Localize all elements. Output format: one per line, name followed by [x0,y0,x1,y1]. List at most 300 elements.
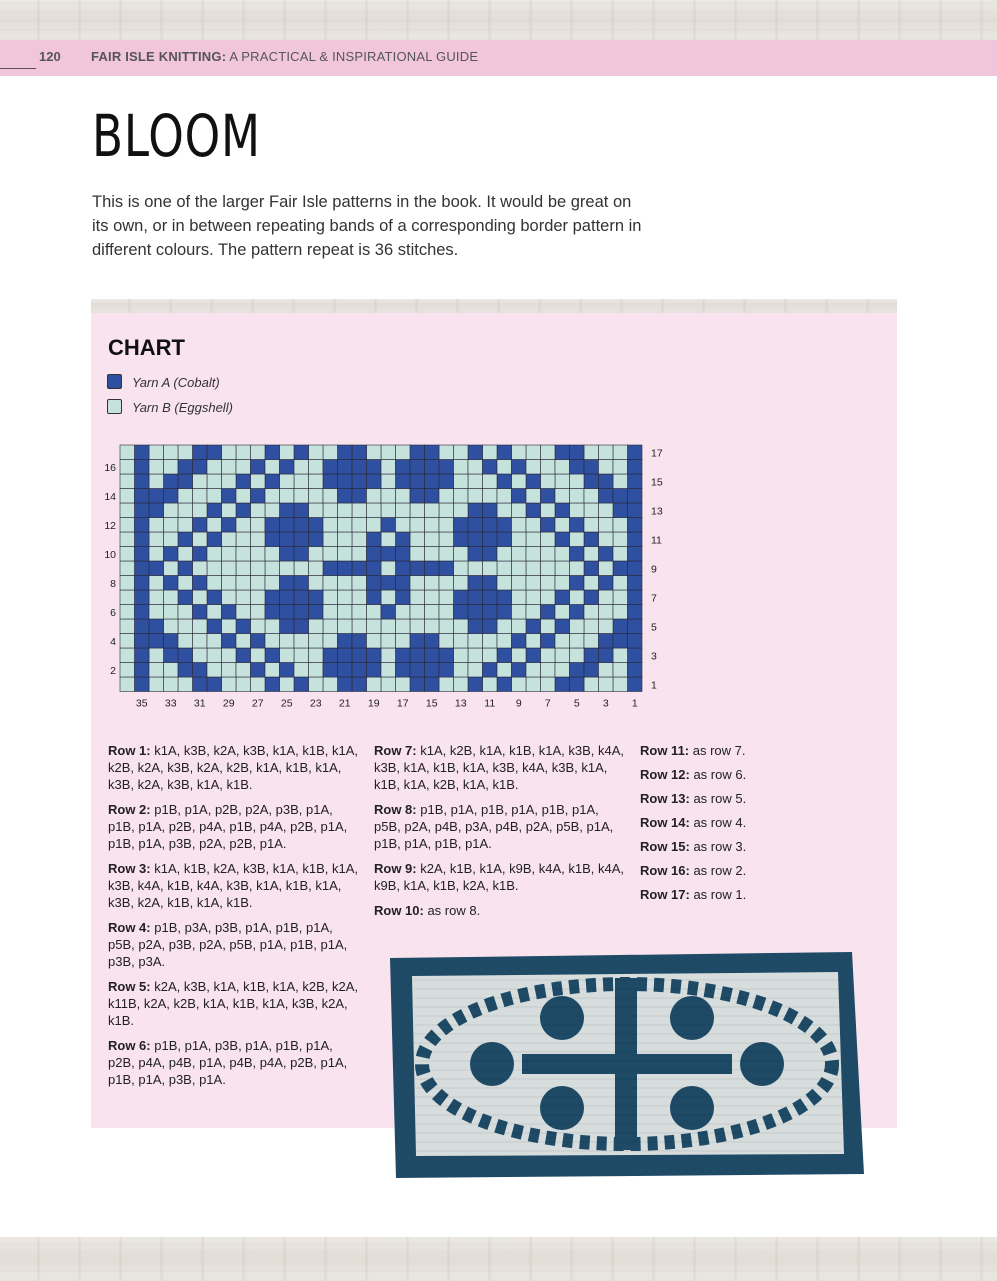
chart-stitch [135,561,150,576]
chart-stitch [280,619,295,634]
chart-stitch [512,590,527,605]
chart-stitch [193,561,208,576]
chart-stitch [468,576,483,591]
chart-column-labels [136,698,638,710]
chart-stitch [439,532,454,547]
chart-stitch [599,547,614,562]
chart-stitch [439,518,454,533]
chart-stitch [541,474,556,489]
chart-stitch [338,532,353,547]
chart-stitch [454,677,469,692]
chart-stitch [164,532,179,547]
chart-stitch [497,561,512,576]
chart-stitch [541,445,556,460]
chart-stitch [236,503,251,518]
chart-stitch [570,634,585,649]
chart-stitch [251,619,266,634]
chart-stitch [178,576,193,591]
chart-stitch [439,619,454,634]
chart-stitch [338,663,353,678]
chart-stitch [468,547,483,562]
chart-stitch [294,590,309,605]
chart-stitch [294,547,309,562]
chart-stitch [381,648,396,663]
chart-stitch [352,503,367,518]
chart-stitch [439,576,454,591]
chart-stitch [570,445,585,460]
chart-stitch [599,460,614,475]
row-instruction [108,801,360,852]
chart-stitch [323,605,338,620]
chart-stitch [483,532,498,547]
chart-stitch [207,561,222,576]
chart-stitch [309,460,324,475]
chart-stitch [265,576,280,591]
chart-stitch [613,518,628,533]
chart-stitch [251,532,266,547]
chart-stitch [222,532,237,547]
chart-stitch [309,489,324,504]
chart-stitch [497,445,512,460]
row-instruction [640,742,790,759]
chart-stitch [555,619,570,634]
chart-axis-label: 3 [602,697,609,710]
chart-stitch [338,677,353,692]
chart-stitch [164,561,179,576]
chart-stitch [338,605,353,620]
chart-stitch [410,648,425,663]
chart-stitch [497,532,512,547]
chart-stitch [584,489,599,504]
chart-stitch [599,648,614,663]
chart-stitch [541,605,556,620]
chart-stitch [381,605,396,620]
chart-stitch [526,518,541,533]
row-text: k2A, k3B, k1A, k1B, k1A, k2B, k2A, k11B, k2A, k2B, k1A, k1B, k1A, k3B, k2A, k1B. [108,979,358,1028]
chart-stitch [628,460,643,475]
chart-stitch [526,460,541,475]
chart-stitch [294,532,309,547]
chart-stitch [512,503,527,518]
chart-stitch [352,576,367,591]
chart-stitch [280,532,295,547]
chart-axis-label: 1 [631,697,638,710]
row-label: Row 4: [108,920,151,935]
chart-stitch [613,547,628,562]
chart-stitch [309,605,324,620]
chart-stitch [323,663,338,678]
chart-stitch [396,590,411,605]
chart-stitch [193,634,208,649]
chart-stitch [280,576,295,591]
chart-stitch [381,474,396,489]
chart-stitch [468,648,483,663]
chart-stitch [222,460,237,475]
chart-stitch [193,619,208,634]
chart-stitch [410,576,425,591]
chart-stitch [468,445,483,460]
chart-stitch [541,590,556,605]
chart-stitch [323,503,338,518]
chart-stitch [309,634,324,649]
chart-stitch [294,503,309,518]
chart-stitch [236,518,251,533]
chart-stitch [425,489,440,504]
chart-stitch [454,503,469,518]
chart-stitch [193,677,208,692]
chart-stitch [468,663,483,678]
chart-stitch [207,663,222,678]
chart-stitch [410,460,425,475]
chart-stitch [338,561,353,576]
knitted-swatch [390,952,864,1178]
chart-stitch [280,503,295,518]
row-text: k1A, k3B, k2A, k3B, k1A, k1B, k1A, k2B, k2A, k3B, k2A, k2B, k1A, k1B, k1A, k3B, k2A, k3B, k1A, k1B. [108,743,358,792]
chart-stitch [526,547,541,562]
chart-stitch [280,518,295,533]
chart-stitch [222,677,237,692]
chart-stitch [396,445,411,460]
chart-stitch [164,634,179,649]
chart-stitch [251,590,266,605]
chart-stitch [164,518,179,533]
chart-stitch [381,576,396,591]
chart-stitch [178,532,193,547]
chart-stitch [555,547,570,562]
chart-stitch [193,503,208,518]
chart-stitch [512,489,527,504]
chart-stitch [164,547,179,562]
chart-stitch [222,561,237,576]
chart-stitch [468,634,483,649]
chart-stitch [309,648,324,663]
intro-paragraph: This is one of the larger Fair Isle patterns in the book. It would be great on its own, or in between repeating bands of a corresponding border pattern in different colours. The pattern repeat is 36 stitches. [92,193,642,259]
chart-stitch [120,489,135,504]
chart-stitch [613,677,628,692]
chart-stitch [149,576,164,591]
chart-stitch [120,460,135,475]
chart-axis-label: 16 [104,461,116,474]
chart-stitch [526,648,541,663]
chart-stitch [483,518,498,533]
chart-stitch [570,460,585,475]
chart-stitch [164,590,179,605]
chart-stitch [280,561,295,576]
chart-stitch [222,547,237,562]
chart-stitch [367,445,382,460]
chart-stitch [584,561,599,576]
chart-stitch [352,619,367,634]
chart-stitch [599,619,614,634]
chart-stitch [555,445,570,460]
chart-stitch [454,518,469,533]
chart-stitch [309,663,324,678]
chart-stitch [468,518,483,533]
chart-stitch [178,663,193,678]
chart-stitch [338,460,353,475]
chart-stitch [178,619,193,634]
chart-stitch [149,460,164,475]
chart-stitch [193,474,208,489]
chart-stitch [439,590,454,605]
chart-stitch [352,648,367,663]
chart-stitch [120,663,135,678]
chart-axis-label: 3 [651,650,657,663]
chart-stitch [541,619,556,634]
chart-stitch [149,445,164,460]
chart-stitch [454,648,469,663]
header-rule [0,68,36,69]
chart-stitch [483,648,498,663]
chart-stitch [555,460,570,475]
chart-axis-label: 29 [222,697,235,710]
chart-stitch [323,677,338,692]
chart-stitch [454,532,469,547]
chart-stitch [570,590,585,605]
chart-stitch [410,590,425,605]
chart-stitch [454,576,469,591]
chart-stitch [120,547,135,562]
chart-stitch [323,445,338,460]
chart-stitch [149,503,164,518]
chart-stitch [251,634,266,649]
row-instruction [640,838,790,855]
chart-stitch [541,503,556,518]
chart-stitch [628,634,643,649]
chart-stitch [425,474,440,489]
chart-axis-label: 8 [110,577,116,590]
chart-stitch [149,605,164,620]
chart-stitch [526,590,541,605]
chart-stitch [323,460,338,475]
chart-stitch [454,489,469,504]
chart-stitch [396,605,411,620]
chart-stitch [251,474,266,489]
chart-stitch [483,634,498,649]
chart-stitch [497,576,512,591]
chart-stitch [164,503,179,518]
row-label: Row 7: [374,743,417,758]
chart-stitch [555,605,570,620]
chart-stitch [439,503,454,518]
chart-stitch [512,460,527,475]
instructions-column-3 [640,742,790,910]
row-text: k1A, k2B, k1A, k1B, k1A, k3B, k4A, k3B, k1A, k1B, k1A, k3B, k4A, k3B, k1A, k1B, k1A, k2B, k1A, k1B. [374,743,624,792]
row-label: Row 13: [640,791,690,806]
chart-stitch [381,503,396,518]
chart-stitch [149,547,164,562]
chart-axis-label: 23 [309,697,322,710]
chart-stitch [164,576,179,591]
chart-stitch [483,547,498,562]
chart-stitch [338,648,353,663]
chart-stitch [367,663,382,678]
chart-stitch [425,605,440,620]
chart-stitch [367,547,382,562]
chart-stitch [410,489,425,504]
row-label: Row 11: [640,743,690,758]
row-label: Row 15: [640,839,690,854]
chart-stitch [323,634,338,649]
chart-stitch [120,474,135,489]
chart-stitch [512,648,527,663]
chart-stitch [468,561,483,576]
chart-stitch [497,634,512,649]
chart-stitch [164,474,179,489]
chart-stitch [628,576,643,591]
chart-stitch [120,590,135,605]
chart-stitch [483,590,498,605]
chart-stitch [483,445,498,460]
chart-stitch [541,663,556,678]
chart-stitch [338,474,353,489]
chart-stitch [599,561,614,576]
chart-stitch [323,518,338,533]
chart-stitch [120,634,135,649]
chart-stitch [468,474,483,489]
chart-stitch [338,590,353,605]
chart-stitch [512,576,527,591]
chart-stitch [338,634,353,649]
chart-stitch [454,605,469,620]
chart-stitch [512,619,527,634]
chart-stitch [613,460,628,475]
row-text: p1B, p3A, p3B, p1A, p1B, p1A, p5B, p2A, p3B, p2A, p5B, p1A, p1B, p1A, p3B, p3A. [108,920,348,969]
chart-stitch [613,605,628,620]
chart-stitch [265,619,280,634]
row-instruction [640,886,790,903]
chart-stitch [541,634,556,649]
chart-stitch [251,547,266,562]
chart-stitch [135,677,150,692]
chart-axis-label: 31 [193,697,206,710]
chart-stitch [570,503,585,518]
chart-heading: CHART [108,335,185,360]
row-text: k2A, k1B, k1A, k9B, k4A, k1B, k4A, k9B, k1A, k1B, k2A, k1B. [374,861,624,893]
chart-stitch [352,663,367,678]
chart-stitch [120,648,135,663]
chart-stitch [309,677,324,692]
chart-stitch [526,619,541,634]
chart-stitch [367,619,382,634]
chart-axis-label: 17 [651,447,663,460]
chart-stitch [396,648,411,663]
chart-stitch [483,503,498,518]
chart-stitch [352,445,367,460]
chart-stitch [410,677,425,692]
chart-stitch [541,677,556,692]
legend-yarn-b [107,399,233,415]
chart-stitch [207,445,222,460]
chart-stitch [265,605,280,620]
row-instruction [374,801,626,852]
chart-stitch [135,619,150,634]
chart-stitch [613,576,628,591]
chart-stitch [178,677,193,692]
chart-axis-label: 5 [573,697,580,710]
chart-stitch [309,474,324,489]
chart-stitch [410,561,425,576]
chart-stitch [367,489,382,504]
chart-stitch [584,677,599,692]
chart-stitch [265,561,280,576]
chart-stitch [396,561,411,576]
chart-stitch [483,474,498,489]
chart-stitch [381,489,396,504]
chart-stitch [570,474,585,489]
chart-stitch [468,605,483,620]
chart-stitch [541,547,556,562]
chart-stitch [599,445,614,460]
chart-stitch [120,445,135,460]
chart-stitch [178,590,193,605]
chart-stitch [120,619,135,634]
chart-stitch [381,619,396,634]
chart-stitch [265,474,280,489]
chart-stitch [149,590,164,605]
chart-stitch [265,677,280,692]
chart-stitch [193,576,208,591]
chart-stitch [613,634,628,649]
chart-stitch [396,677,411,692]
chart-stitch [613,489,628,504]
row-instruction [108,742,360,793]
chart-stitch [599,489,614,504]
chart-stitch [164,445,179,460]
chart-axis-label: 14 [104,490,116,503]
chart-stitch [207,619,222,634]
chart-stitch [599,532,614,547]
chart-stitch [280,474,295,489]
chart-stitch [135,634,150,649]
chart-stitch [410,547,425,562]
chart-axis-label: 5 [651,621,657,634]
chart-stitch [555,634,570,649]
chart-stitch [526,489,541,504]
chart-stitch [294,634,309,649]
chart-stitch [178,474,193,489]
swatch-bar [522,1054,732,1074]
chart-stitch [135,489,150,504]
chart-stitch [439,460,454,475]
chart-stitch [280,445,295,460]
row-label: Row 1: [108,743,151,758]
chart-stitch [628,547,643,562]
chart-stitch [236,590,251,605]
row-instruction [640,814,790,831]
chart-stitch [599,518,614,533]
chart-stitch [483,605,498,620]
chart-stitch [323,619,338,634]
chart-stitch [584,590,599,605]
row-text: p1B, p1A, p1B, p1A, p1B, p1A, p5B, p2A, p4B, p3A, p4B, p2A, p5B, p1A, p1B, p1A, p1B, p1A. [374,802,614,851]
chart-stitch [193,445,208,460]
chart-axis-label: 15 [425,697,438,710]
chart-stitch [454,460,469,475]
chart-stitch [338,503,353,518]
chart-stitch [555,561,570,576]
chart-stitch [584,648,599,663]
chart-stitch [526,605,541,620]
chart-stitch [120,561,135,576]
chart-stitch [584,445,599,460]
chart-stitch [352,532,367,547]
chart-stitch [251,489,266,504]
chart-stitch [555,532,570,547]
chart-stitch [251,518,266,533]
chart-stitch [265,590,280,605]
chart-stitch [207,532,222,547]
